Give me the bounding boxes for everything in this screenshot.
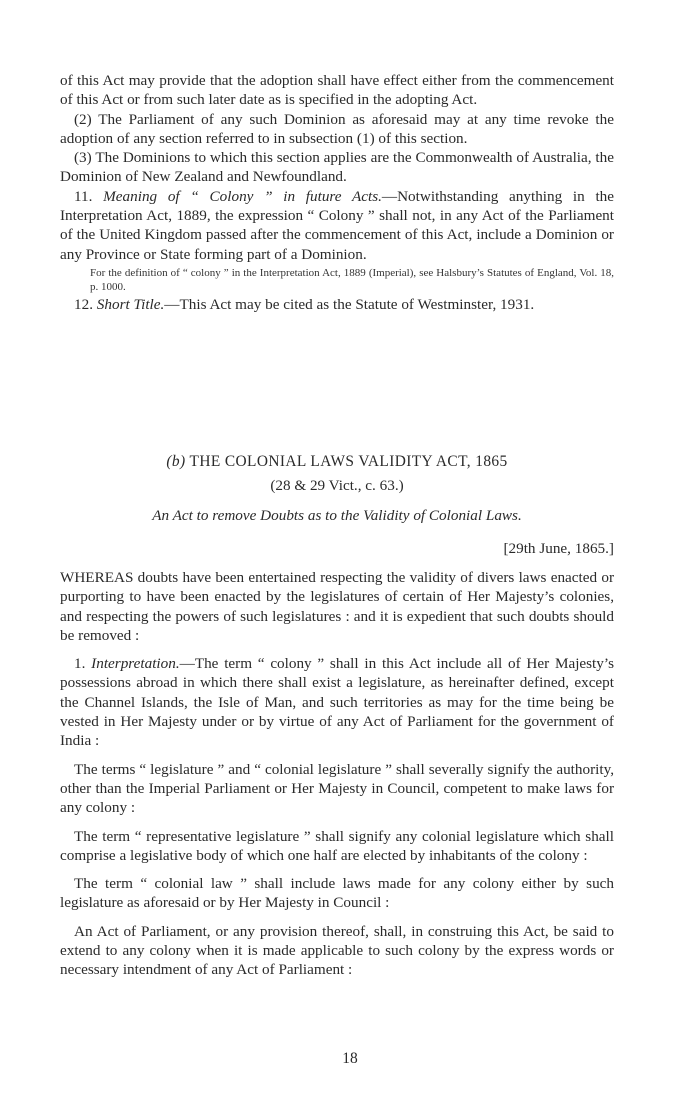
act-heading: [60, 452, 614, 526]
act-date: [29th June, 1865.]: [503, 540, 614, 557]
section-1-heading: Interpretation.: [91, 655, 180, 673]
upper-text-block: [60, 71, 614, 314]
section-1: [60, 654, 614, 750]
act-title: [60, 452, 614, 472]
section-11: [60, 187, 614, 264]
paragraph-legislature: The terms “ legislature ” and “ colonial legislature ” shall severally signify the authority, other than the Imperial Parliament or Her Majesty in Council, competent to make laws for any colony :: [60, 760, 614, 817]
section-11-number: 11.: [74, 187, 93, 205]
paragraph-act-of-parliament: An Act of Parliament, or any provision thereof, shall, in construing this Act, be said to extend to any colony when it is made applicable to such colony by the express words or necessary intendment of any Act of Parliament :: [60, 922, 614, 979]
footnote-interpretation-act: For the definition of “ colony ” in the Interpretation Act, 1889 (Imperial), see Halsbury’s Statutes of England, Vol. 18, p. 1000.: [90, 266, 614, 293]
section-11-heading: Meaning of “ Colony ” in future Acts.: [103, 187, 382, 205]
act-citation: (28 & 29 Vict., c. 63.): [270, 477, 404, 494]
paragraph-subsection-2: (2) The Parliament of any such Dominion as aforesaid may at any time revoke the adoption of any section referred to in subsection (1) of this section.: [60, 110, 614, 147]
act-label: (b): [166, 453, 186, 470]
paragraph-representative-legislature: The term “ representative legislature ” shall signify any colonial legislature which shall comprise a legislative body of which one half are elected by inhabitants of the colony :: [60, 827, 614, 864]
paragraph-continued: of this Act may provide that the adoption shall have effect either from the commencement of this Act or from such later date as is specified in the adopting Act.: [60, 72, 614, 109]
section-1-text: —The term “ colony ” shall in this Act include all of Her Majesty’s possessions abroad in which there shall exist a legislature, as hereinafter defined, except the Channel Islands, the Isle of Man, and such territories as may for the time being be vested in Her Majesty under or by virtue of any Act of Parliament for the government of India :: [60, 655, 615, 750]
preamble: WHEREAS doubts have been entertained respecting the validity of divers laws enacted or purporting to have been enacted by the legislatures of certain of Her Majesty’s colonies, and respecting the powers of such legislatures : and it is expedient that such doubts should be removed :: [60, 569, 614, 644]
section-12-heading: Short Title.: [96, 295, 165, 313]
section-11-text: —Notwithstanding anything in the Interpretation Act, 1889, the expression “ Colony ” shall not, in any Act of the Parliament of the United Kingdom passed after the commencement of this Act, include a Dominion or any Province or State forming part of a Dominion.: [60, 187, 615, 263]
section-12: [60, 295, 614, 314]
act-long-title: An Act to remove Doubts as to the Validity of Colonial Laws.: [152, 507, 522, 524]
section-1-number: 1.: [74, 655, 86, 673]
paragraph-subsection-3: (3) The Dominions to which this section applies are the Commonwealth of Australia, the Dominion of New Zealand and Newfoundland.: [60, 149, 614, 186]
paragraph-colonial-law: The term “ colonial law ” shall include laws made for any colony either by such legislature as aforesaid or by Her Majesty in Council :: [60, 875, 614, 912]
act-title-text: THE COLONIAL LAWS VALIDITY ACT, 1865: [189, 453, 508, 470]
section-12-number: 12.: [74, 295, 93, 313]
section-12-text: —This Act may be cited as the Statute of Westminster, 1931.: [164, 295, 535, 313]
page-number: 18: [342, 1050, 358, 1067]
act-body: [60, 568, 614, 980]
